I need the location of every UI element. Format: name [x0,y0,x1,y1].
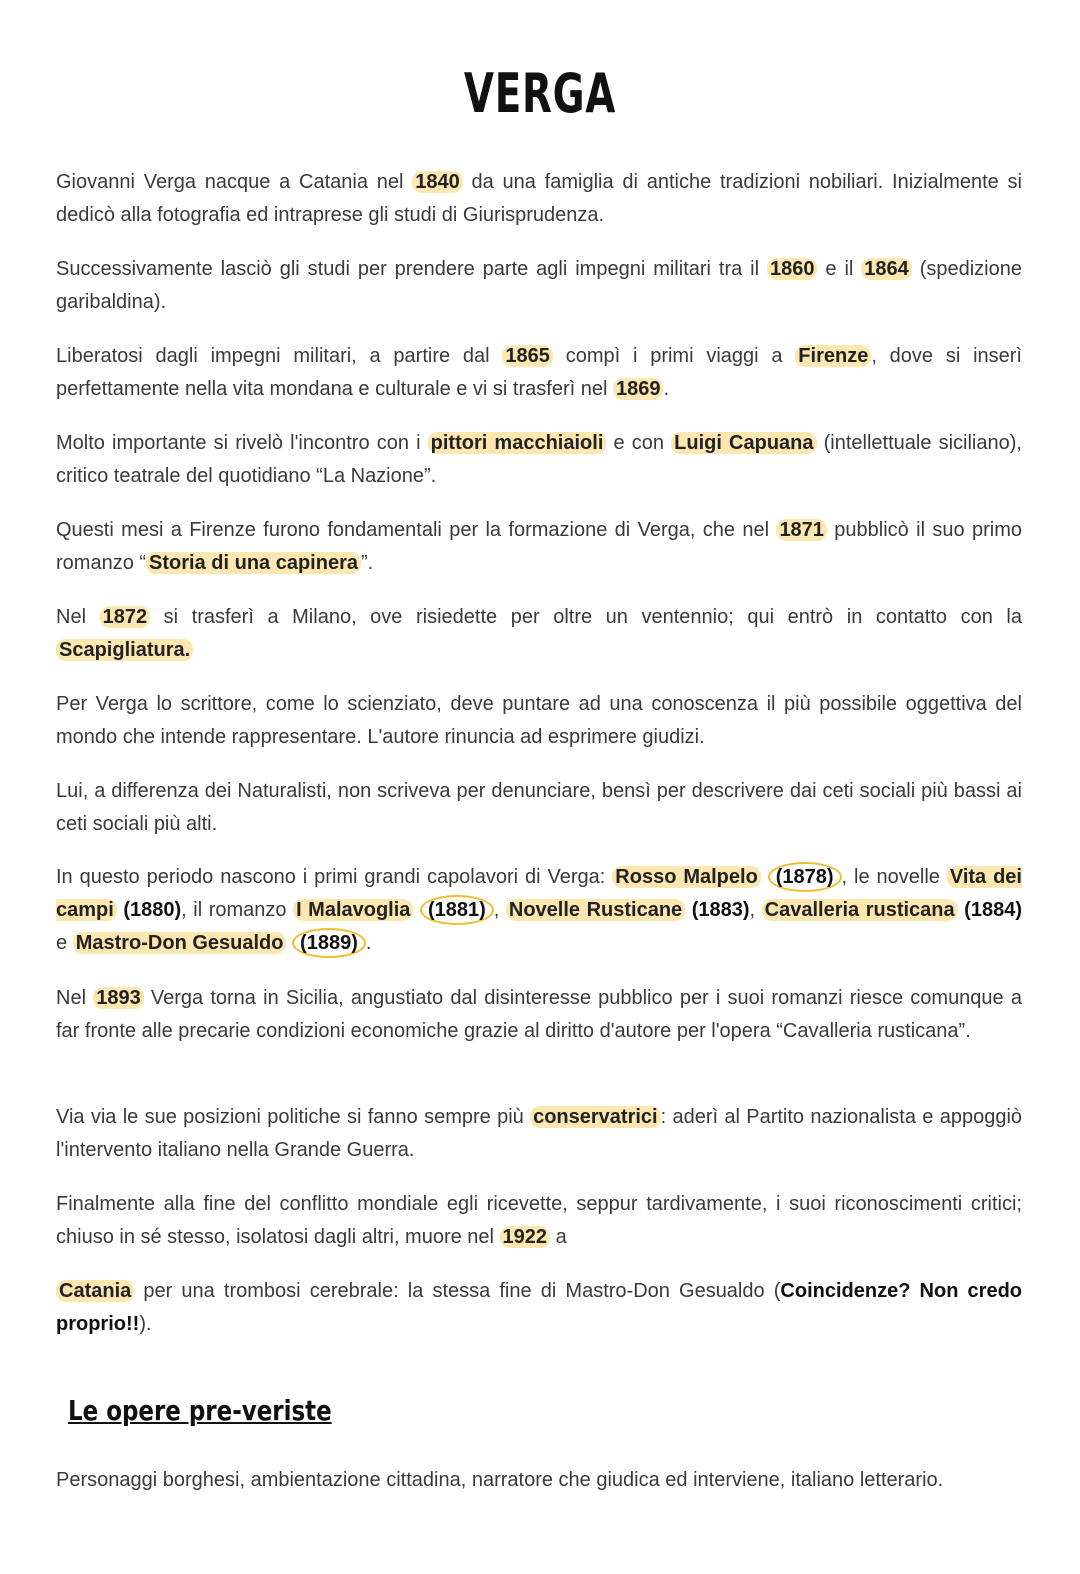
paragraph-recognition [56,1188,1022,1254]
paragraph-florence [56,340,1022,406]
bold-year: (1884) [964,899,1022,921]
text: Giovanni Verga nacque a Catania nel [56,171,413,193]
paragraph-objectivity: Per Verga lo scrittore, come lo scienziato, deve puntare ad una conoscenza il più possibile oggettiva del mondo che intende rappresentare. L'autore rinuncia ad esprimere giudizi. [56,693,1022,748]
text: Via via le sue posizioni politiche si fanno sempre più [56,1106,531,1128]
highlight-year: 1840 [412,171,463,193]
text: Finalmente alla fine del conflitto mondiale egli ricevette, seppur tardivamente, i suoi riconoscimenti critici; chiuso in sé stesso, isolatosi dagli altri, muore nel [56,1193,1022,1248]
highlight-name: Luigi Capuana [671,432,816,454]
circled-year: (1889) [292,928,366,958]
highlight-year: 1869 [613,378,664,400]
paragraph-military [56,253,1022,319]
highlight-year: 1871 [776,519,827,541]
text: . [663,378,670,400]
highlight-term: pittori macchiaioli [428,432,607,454]
section-heading: Le opere pre-veriste [68,1394,332,1427]
highlight-term: conservatrici [530,1106,661,1128]
paragraph-death [56,1275,1022,1341]
bold-year: (1883) [691,899,750,921]
text: ). [139,1313,152,1335]
text: Verga torna in Sicilia, angustiato dal disinteresse pubblico per i suoi romanzi riesce comunque a far fronte alle precarie condizioni economiche grazie al diritto d'autore per l'opera “Cavalleria rusticana”. [56,987,1022,1042]
text: Questi mesi a Firenze furono fondamentali per la formazione di Verga, che nel [56,519,777,541]
circled-year: (1881) [420,895,494,925]
text: In questo periodo nascono i primi grandi capolavori di Verga: [56,866,613,888]
highlight-work: Novelle Rusticane [506,899,685,921]
text: Molto importante si rivelò l'incontro con i [56,432,428,454]
text: a [550,1226,567,1248]
text [761,866,768,888]
text: Liberatosi dagli impegni militari, a partire dal [56,345,503,367]
page-title: VERGA [463,62,617,125]
text: ”. [360,552,374,574]
highlight-year: 1872 [100,606,151,628]
paragraph-politics [56,1101,1022,1167]
paragraph-pre-verist: Personaggi borghesi, ambientazione cittadina, narratore che giudica ed interviene, italiano letterario. [56,1469,944,1491]
bold-year: (1880) [123,899,182,921]
highlight-work: Mastro-Don Gesualdo [73,932,287,954]
text: , [749,899,762,921]
highlight-work: Vita dei campi [56,866,1022,921]
paragraph-sicily [56,982,1022,1048]
text: Nel [56,606,100,628]
paragraph-naturalists: Lui, a differenza dei Naturalisti, non scriveva per denunciare, bensì per descrivere dai ceti sociali più bassi ai ceti sociali più alti. [56,780,1022,835]
highlight-title: Storia di una capinera [146,552,361,574]
highlight-term: Scapigliatura. [56,639,193,661]
text [413,899,420,921]
paragraph-first-novel [56,514,1022,580]
text: si trasferì a Milano, ove risiedette per oltre un ventennio; qui entrò in contatto con la [150,606,1022,628]
text: pubblicò il suo primo romanzo “ [56,519,1023,574]
text: , dove si inserì perfettamente nella vita mondana e culturale e vi si trasferì nel [56,345,1022,400]
highlight-work: Rosso Malpelo [612,866,761,888]
text: . [365,932,372,954]
text: , il romanzo [181,899,294,921]
highlight-place: Catania [56,1280,134,1302]
text: e il [817,258,862,280]
text: (intellettuale siciliano), critico teatrale del quotidiano “La Nazione”. [56,432,1022,487]
highlight-year: 1922 [500,1226,551,1248]
paragraph-milan [56,601,1022,667]
highlight-work: I Malavoglia [293,899,413,921]
text: per una trombosi cerebrale: la stessa fine di Mastro-Don Gesualdo ( [134,1280,781,1302]
text: e con [606,432,672,454]
text: (spedizione garibaldina). [56,258,1022,313]
text: compì i primi viaggi a [552,345,796,367]
text: Successivamente lasciò gli studi per prendere parte agli impegni militari tra il [56,258,767,280]
text: Nel [56,987,94,1009]
highlight-year: 1864 [861,258,912,280]
highlight-year: 1893 [93,987,144,1009]
highlight-year: 1865 [502,345,553,367]
text: : aderì al Partito nazionalista e appoggiò l'intervento italiano nella Grande Guerra. [56,1106,1023,1161]
text: e [56,932,73,954]
paragraph-birth [56,166,1022,232]
highlight-year: 1860 [767,258,818,280]
text: , [493,899,506,921]
text: , le novelle [841,866,947,888]
bold-remark: Coincidenze? Non credo proprio!! [56,1280,1022,1335]
circled-year: (1878) [768,862,842,892]
highlight-work: Cavalleria rusticana [762,899,958,921]
highlight-place: Firenze [795,345,871,367]
text: da una famiglia di antiche tradizioni nobiliari. Inizialmente si dedicò alla fotografia ed intraprese gli studi di Giurisprudenza. [56,171,1022,226]
paragraph-capuana [56,427,1022,493]
paragraph-masterpieces [56,861,1022,960]
